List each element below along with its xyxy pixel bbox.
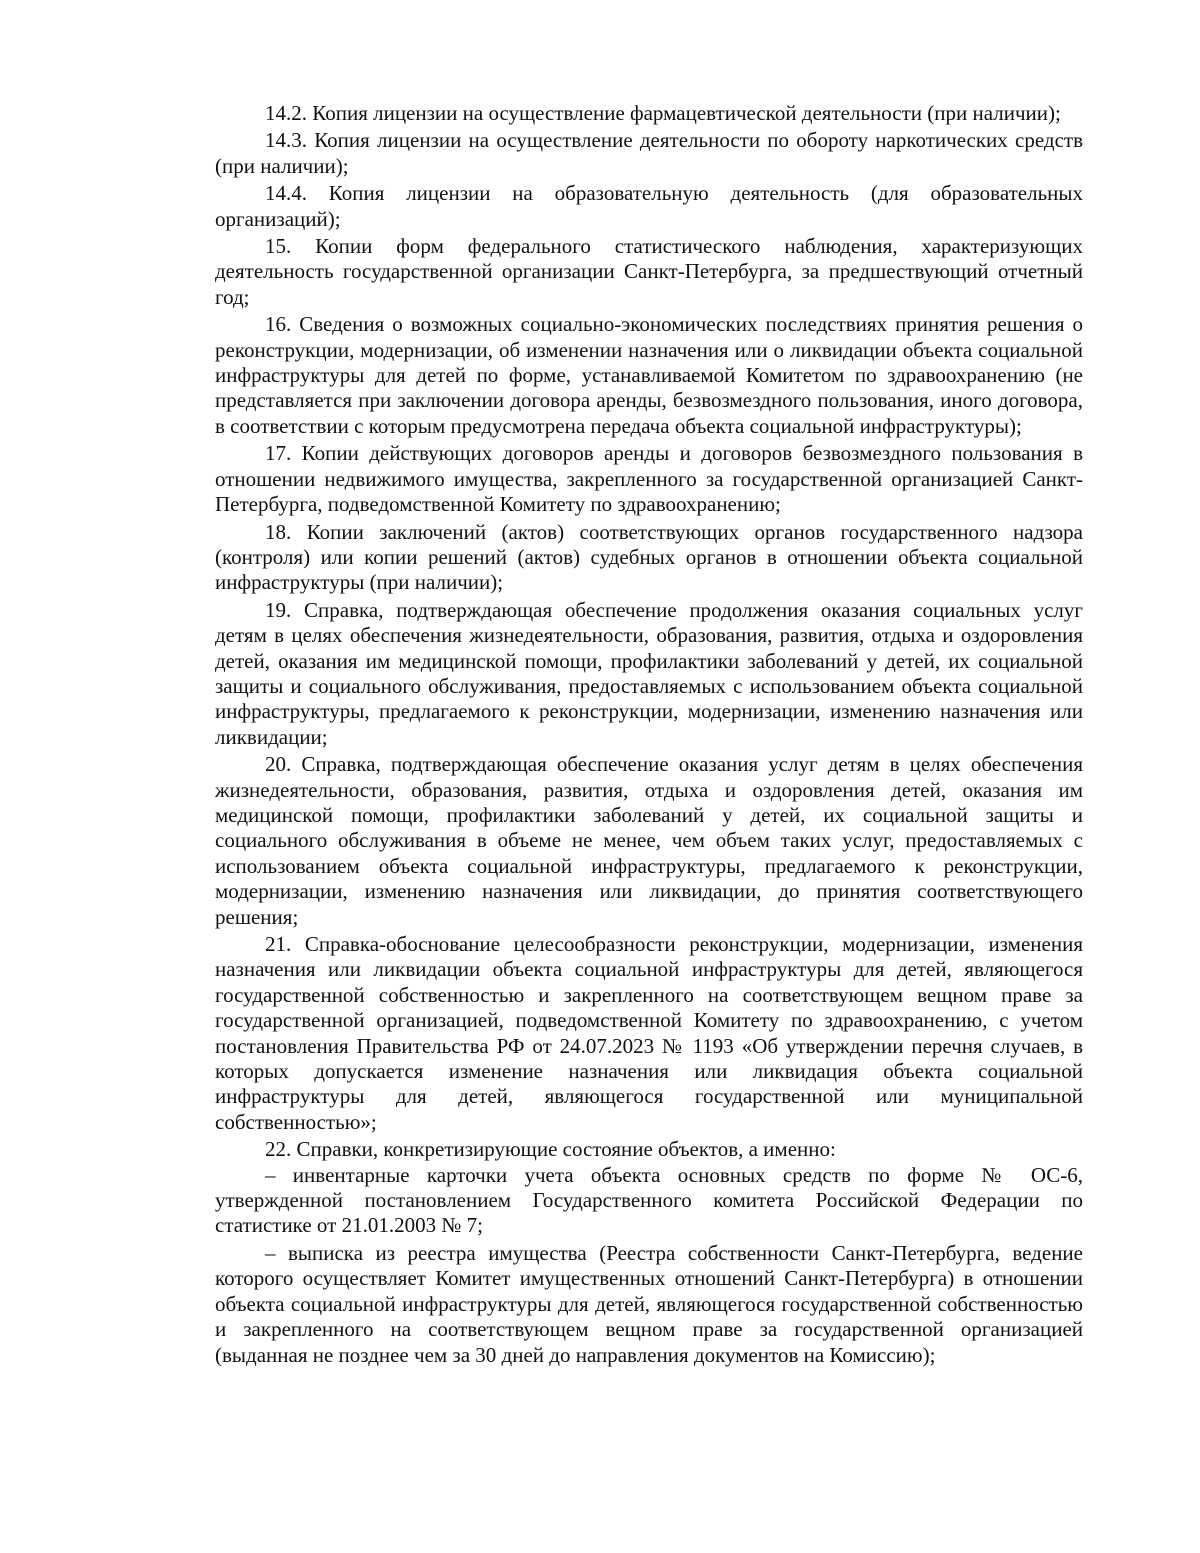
item-14-3: 14.3. Копия лицензии на осуществление деятельности по обороту наркотических средств (при наличии); xyxy=(215,128,1083,178)
document-page xyxy=(215,101,1083,1368)
item-16: 16. Сведения о возможных социально-экономических последствиях принятия решения о реконструкции, модернизации, об изменении назначения или о ликвидации объекта социальной инфраструктуры для детей по форме, устанавливаемой Комитетом по здравоохранению (не представляется при заключении договора аренды, безвозмездного пользования, иного договора, в соответствии с которым предусмотрена передача объекта социальной инфраструктуры); xyxy=(215,312,1083,438)
item-18: 18. Копии заключений (актов) соответствующих органов государственного надзора (контроля) или копии решений (актов) судебных органов в отношении объекта социальной инфраструктуры (при наличии); xyxy=(215,519,1083,595)
item-19: 19. Справка, подтверждающая обеспечение продолжения оказания социальных услуг детям в целях обеспечения жизнедеятельности, образования, развития, отдыха и оздоровления детей, оказания им медицинской помощи, профилактики заболеваний у детей, их социальной защиты и социального обслуживания, предоставляемых с использованием объекта социальной инфраструктуры, предлагаемого к реконструкции, модернизации, изменению назначения или ликвидации; xyxy=(215,597,1083,749)
item-15: 15. Копии форм федерального статистического наблюдения, характеризующих деятельность государственной организации Санкт-Петербурга, за предшествующий отчетный год; xyxy=(215,234,1083,309)
item-20: 20. Справка, подтверждающая обеспечение оказания услуг детям в целях обеспечения жизнедеятельности, образования, развития, отдыха и оздоровления детей, оказания им медицинской помощи, профилактики заболеваний у детей, их социальной защиты и социального обслуживания в объеме не менее, чем объем таких услуг, предоставляемых с использованием объекта социальной инфраструктуры, предлагаемого к реконструкции, модернизации, изменению назначения или ликвидации, до принятия соответствующего решения; xyxy=(215,752,1083,929)
item-14-4: 14.4. Копия лицензии на образовательную деятельность (для образовательных организаций); xyxy=(215,181,1083,231)
item-17: 17. Копии действующих договоров аренды и договоров безвозмездного пользования в отношении недвижимого имущества, закрепленного за государственной организацией Санкт-Петербурга, подведомственной Комитету по здравоохранению; xyxy=(215,441,1083,517)
item-14-2: 14.2. Копия лицензии на осуществление фармацевтической деятельности (при наличии); xyxy=(265,101,1061,125)
item-22: 22. Справки, конкретизирующие состояние объектов, а именно: xyxy=(265,1137,836,1162)
item-22-registry-extract: – выписка из реестра имущества (Реестра собственности Санкт-Петербурга, ведение которого осуществляет Комитет имущественных отношений Санкт-Петербурга) в отношении объекта социальной инфраструктуры для детей, являющегося государственной собственностью и закрепленного на соответствующем вещном праве за государственной организацией (выданная не позднее чем за 30 дней до направления документов на Комиссию); xyxy=(215,1240,1083,1367)
item-22-inventory-cards: – инвентарные карточки учета объекта основных средств по форме № ОС-6, утвержденной постановлением Государственного комитета Российской Федерации по статистике от 21.01.2003 № 7; xyxy=(215,1162,1083,1238)
item-21: 21. Справка-обоснование целесообразности реконструкции, модернизации, изменения назначения или ликвидации объекта социальной инфраструктуры для детей, являющегося государственной собственностью и закрепленного на соответствующем вещном праве за государственной организацией, подведомственной Комитету по здравоохранению, с учетом постановления Правительства РФ от 24.07.2023 № 1193 «Об утверждении перечня случаев, в которых допускается изменение назначения или ликвидация объекта социальной инфраструктуры для детей, являющегося государственной или муниципальной собственностью»; xyxy=(215,932,1083,1134)
